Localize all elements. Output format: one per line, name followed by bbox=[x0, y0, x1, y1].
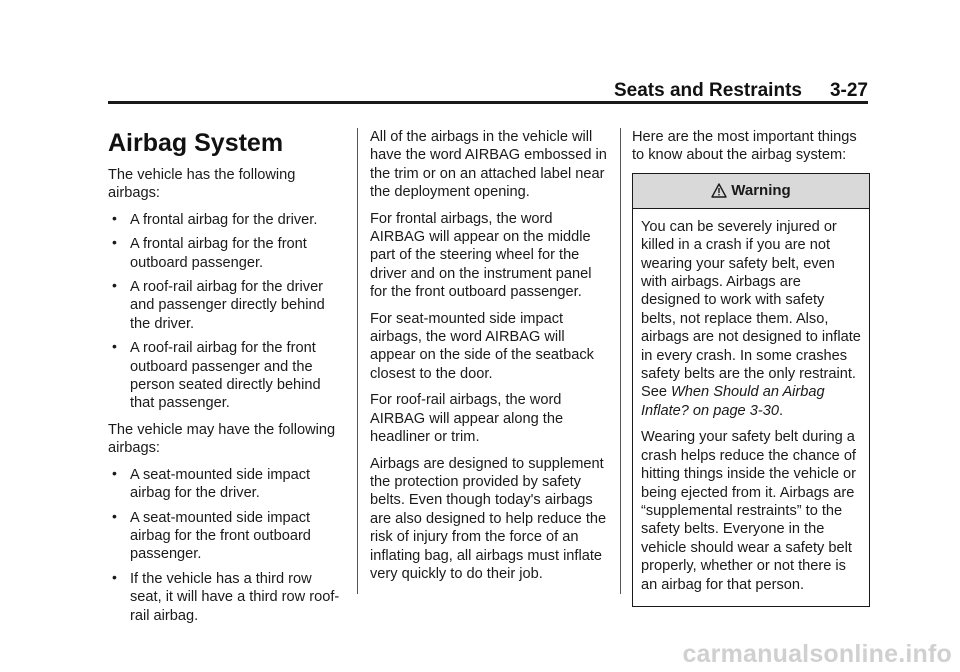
warning-header bbox=[633, 174, 869, 209]
warning-paragraph-1: You can be severely injured or killed in a crash if you are not wearing your safety belt, even with airbags. Airbags are designed to work with safety belts, not replace them. Also, airbags are not designed to inflate in every crash. In some crashes safety belts are the only restraint. See When Should an Airbag Inflate? on page 3-30. bbox=[641, 218, 861, 419]
column-3 bbox=[632, 128, 872, 607]
warning-title: Warning bbox=[731, 181, 791, 199]
paragraph: All of the airbags in the vehicle will have the word AIRBAG embossed in the trim or on an attached label near the deployment opening. bbox=[370, 129, 607, 201]
page-number: 3-27 bbox=[829, 80, 868, 101]
bullet-icon: • bbox=[112, 464, 117, 481]
intro-paragraph-1: The vehicle has the following airbags: bbox=[108, 167, 296, 202]
header-rule bbox=[108, 101, 868, 104]
paragraph: For roof-rail airbags, the word AIRBAG will appear along the headliner or trim. bbox=[370, 392, 564, 446]
list-item: • A roof-rail airbag for the driver and passenger directly behind the driver. bbox=[112, 277, 325, 332]
list-item: • A seat-mounted side impact airbag for the driver. bbox=[112, 464, 311, 502]
airbag-list-2 bbox=[108, 466, 344, 625]
warning-icon bbox=[711, 183, 727, 198]
warning-body bbox=[633, 209, 869, 606]
warning-paragraph-2: Wearing your safety belt during a crash helps reduce the chance of hitting things inside the vehicle or being ejected from it. Airbags are “supplemental restraints” to the safety belts. Everyone in the vehicle should wear a safety belt properly, whether or not there is an airbag for that person. bbox=[641, 429, 856, 593]
column-divider-2 bbox=[620, 128, 621, 594]
bullet-icon: • bbox=[112, 568, 117, 585]
intro-paragraph: Here are the most important things to know about the airbag system: bbox=[632, 129, 857, 164]
page-reference-link[interactable]: When Should an Airbag Inflate? on page 3-30 bbox=[641, 384, 825, 419]
airbag-list-1 bbox=[108, 211, 344, 413]
column-1 bbox=[108, 128, 344, 633]
bullet-icon: • bbox=[112, 277, 117, 294]
bullet-icon: • bbox=[112, 507, 117, 524]
paragraph: Airbags are designed to supplement the protection provided by safety belts. Even though today's airbags are also designed to help reduce the risk of injury from the force of an inflating bag, all airbags must inflate very quickly to do their job. bbox=[370, 455, 607, 582]
column-divider-1 bbox=[357, 128, 358, 594]
list-item: • If the vehicle has a third row seat, it will have a third row roof-rail airbag. bbox=[112, 568, 340, 624]
bullet-icon: • bbox=[112, 234, 117, 251]
paragraph: For frontal airbags, the word AIRBAG will appear on the middle part of the steering wheel for the driver and on the instrument panel for the front outboard passenger. bbox=[370, 210, 592, 301]
list-item: • A roof-rail airbag for the front outboard passenger and the person seated directly behind that passenger. bbox=[112, 338, 321, 412]
section-heading: Airbag System bbox=[108, 129, 284, 157]
column-2 bbox=[370, 128, 608, 591]
watermark: carmanualsonline.info bbox=[682, 640, 952, 668]
list-item: • A seat-mounted side impact airbag for the front outboard passenger. bbox=[112, 507, 311, 563]
intro-paragraph-2: The vehicle may have the following airbags: bbox=[108, 421, 336, 457]
list-item: • A frontal airbag for the front outboard passenger. bbox=[112, 234, 307, 271]
paragraph: For seat-mounted side impact airbags, the word AIRBAG will appear on the side of the seatback closest to the door. bbox=[370, 310, 594, 382]
list-item: • A frontal airbag for the driver. bbox=[112, 209, 318, 228]
bullet-icon: • bbox=[112, 338, 117, 355]
section-title: Seats and Restraints bbox=[614, 80, 802, 101]
warning-box bbox=[632, 173, 870, 607]
bullet-icon: • bbox=[112, 209, 117, 226]
